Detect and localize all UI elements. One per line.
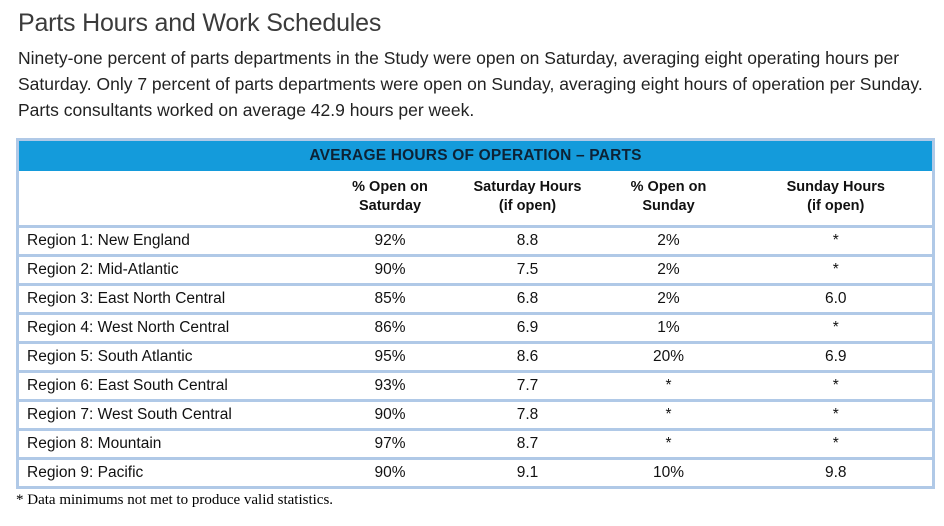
table-row <box>18 256 934 285</box>
column-header-region <box>18 171 323 227</box>
column-header-line: Saturday <box>358 198 422 214</box>
column-header-line: % Open on <box>630 179 707 195</box>
pct-open-saturday-cell: 86% <box>323 314 458 343</box>
sunday-hours-cell: * <box>740 314 934 343</box>
table-row <box>18 314 934 343</box>
region-cell: Region 9: Pacific <box>18 459 323 488</box>
column-header-pct-open-sunday <box>598 171 740 227</box>
sunday-hours-cell: 9.8 <box>740 459 934 488</box>
table-row <box>18 343 934 372</box>
sunday-hours-cell: 6.0 <box>740 285 934 314</box>
pct-open-sunday-cell: * <box>598 372 740 401</box>
region-cell: Region 5: South Atlantic <box>18 343 323 372</box>
pct-open-sunday-cell: 10% <box>598 459 740 488</box>
saturday-hours-cell: 7.8 <box>458 401 598 430</box>
table-title-band <box>18 140 934 172</box>
column-header-sunday-hours <box>740 171 934 227</box>
pct-open-sunday-cell: * <box>598 401 740 430</box>
pct-open-sunday-cell: 1% <box>598 314 740 343</box>
pct-open-sunday-cell: 2% <box>598 227 740 256</box>
sunday-hours-cell: 6.9 <box>740 343 934 372</box>
column-header-line: Sunday <box>642 198 695 214</box>
saturday-hours-cell: 8.8 <box>458 227 598 256</box>
pct-open-saturday-cell: 93% <box>323 372 458 401</box>
saturday-hours-cell: 6.8 <box>458 285 598 314</box>
pct-open-sunday-cell: 2% <box>598 256 740 285</box>
region-cell: Region 3: East North Central <box>18 285 323 314</box>
table-row <box>18 372 934 401</box>
saturday-hours-cell: 6.9 <box>458 314 598 343</box>
pct-open-sunday-cell: 20% <box>598 343 740 372</box>
pct-open-saturday-cell: 90% <box>323 401 458 430</box>
sunday-hours-cell: * <box>740 256 934 285</box>
region-cell: Region 4: West North Central <box>18 314 323 343</box>
region-cell: Region 2: Mid-Atlantic <box>18 256 323 285</box>
pct-open-sunday-cell: 2% <box>598 285 740 314</box>
saturday-hours-cell: 9.1 <box>458 459 598 488</box>
column-header-line: (if open) <box>498 198 557 214</box>
column-header-line: (if open) <box>807 198 865 214</box>
column-header-line: Saturday Hours <box>473 179 582 195</box>
table-title: AVERAGE HOURS OF OPERATION – PARTS <box>18 140 934 172</box>
saturday-hours-cell: 7.5 <box>458 256 598 285</box>
table-row <box>18 459 934 488</box>
column-header-pct-open-saturday <box>323 171 458 227</box>
pct-open-saturday-cell: 85% <box>323 285 458 314</box>
intro-paragraph: Ninety-one percent of parts departments in the Study were open on Saturday, averaging eight operating hours per Saturday. Only 7 percent of parts departments were open on Sunday, averaging eight hours of operation per Sunday. Parts consultants worked on average 42.9 hours per week. <box>18 48 923 120</box>
saturday-hours-cell: 8.7 <box>458 430 598 459</box>
table-row <box>18 285 934 314</box>
pct-open-saturday-cell: 90% <box>323 459 458 488</box>
sunday-hours-cell: * <box>740 372 934 401</box>
column-header-line: % Open on <box>352 179 428 195</box>
pct-open-saturday-cell: 95% <box>323 343 458 372</box>
sunday-hours-cell: * <box>740 227 934 256</box>
region-cell: Region 6: East South Central <box>18 372 323 401</box>
column-header-saturday-hours <box>458 171 598 227</box>
region-cell: Region 1: New England <box>18 227 323 256</box>
pct-open-sunday-cell: * <box>598 430 740 459</box>
hours-of-operation-table <box>16 138 935 489</box>
pct-open-saturday-cell: 92% <box>323 227 458 256</box>
pct-open-saturday-cell: 90% <box>323 256 458 285</box>
page-title: Parts Hours and Work Schedules <box>18 9 382 37</box>
sunday-hours-cell: * <box>740 430 934 459</box>
saturday-hours-cell: 7.7 <box>458 372 598 401</box>
pct-open-saturday-cell: 97% <box>323 430 458 459</box>
table-row <box>18 430 934 459</box>
region-cell: Region 8: Mountain <box>18 430 323 459</box>
saturday-hours-cell: 8.6 <box>458 343 598 372</box>
column-header-line: Sunday Hours <box>786 179 885 195</box>
region-cell: Region 7: West South Central <box>18 401 323 430</box>
sunday-hours-cell: * <box>740 401 934 430</box>
table-row <box>18 227 934 256</box>
table-column-header-row <box>18 171 934 227</box>
table-footnote: * Data minimums not met to produce valid statistics. <box>16 492 334 508</box>
table-row <box>18 401 934 430</box>
